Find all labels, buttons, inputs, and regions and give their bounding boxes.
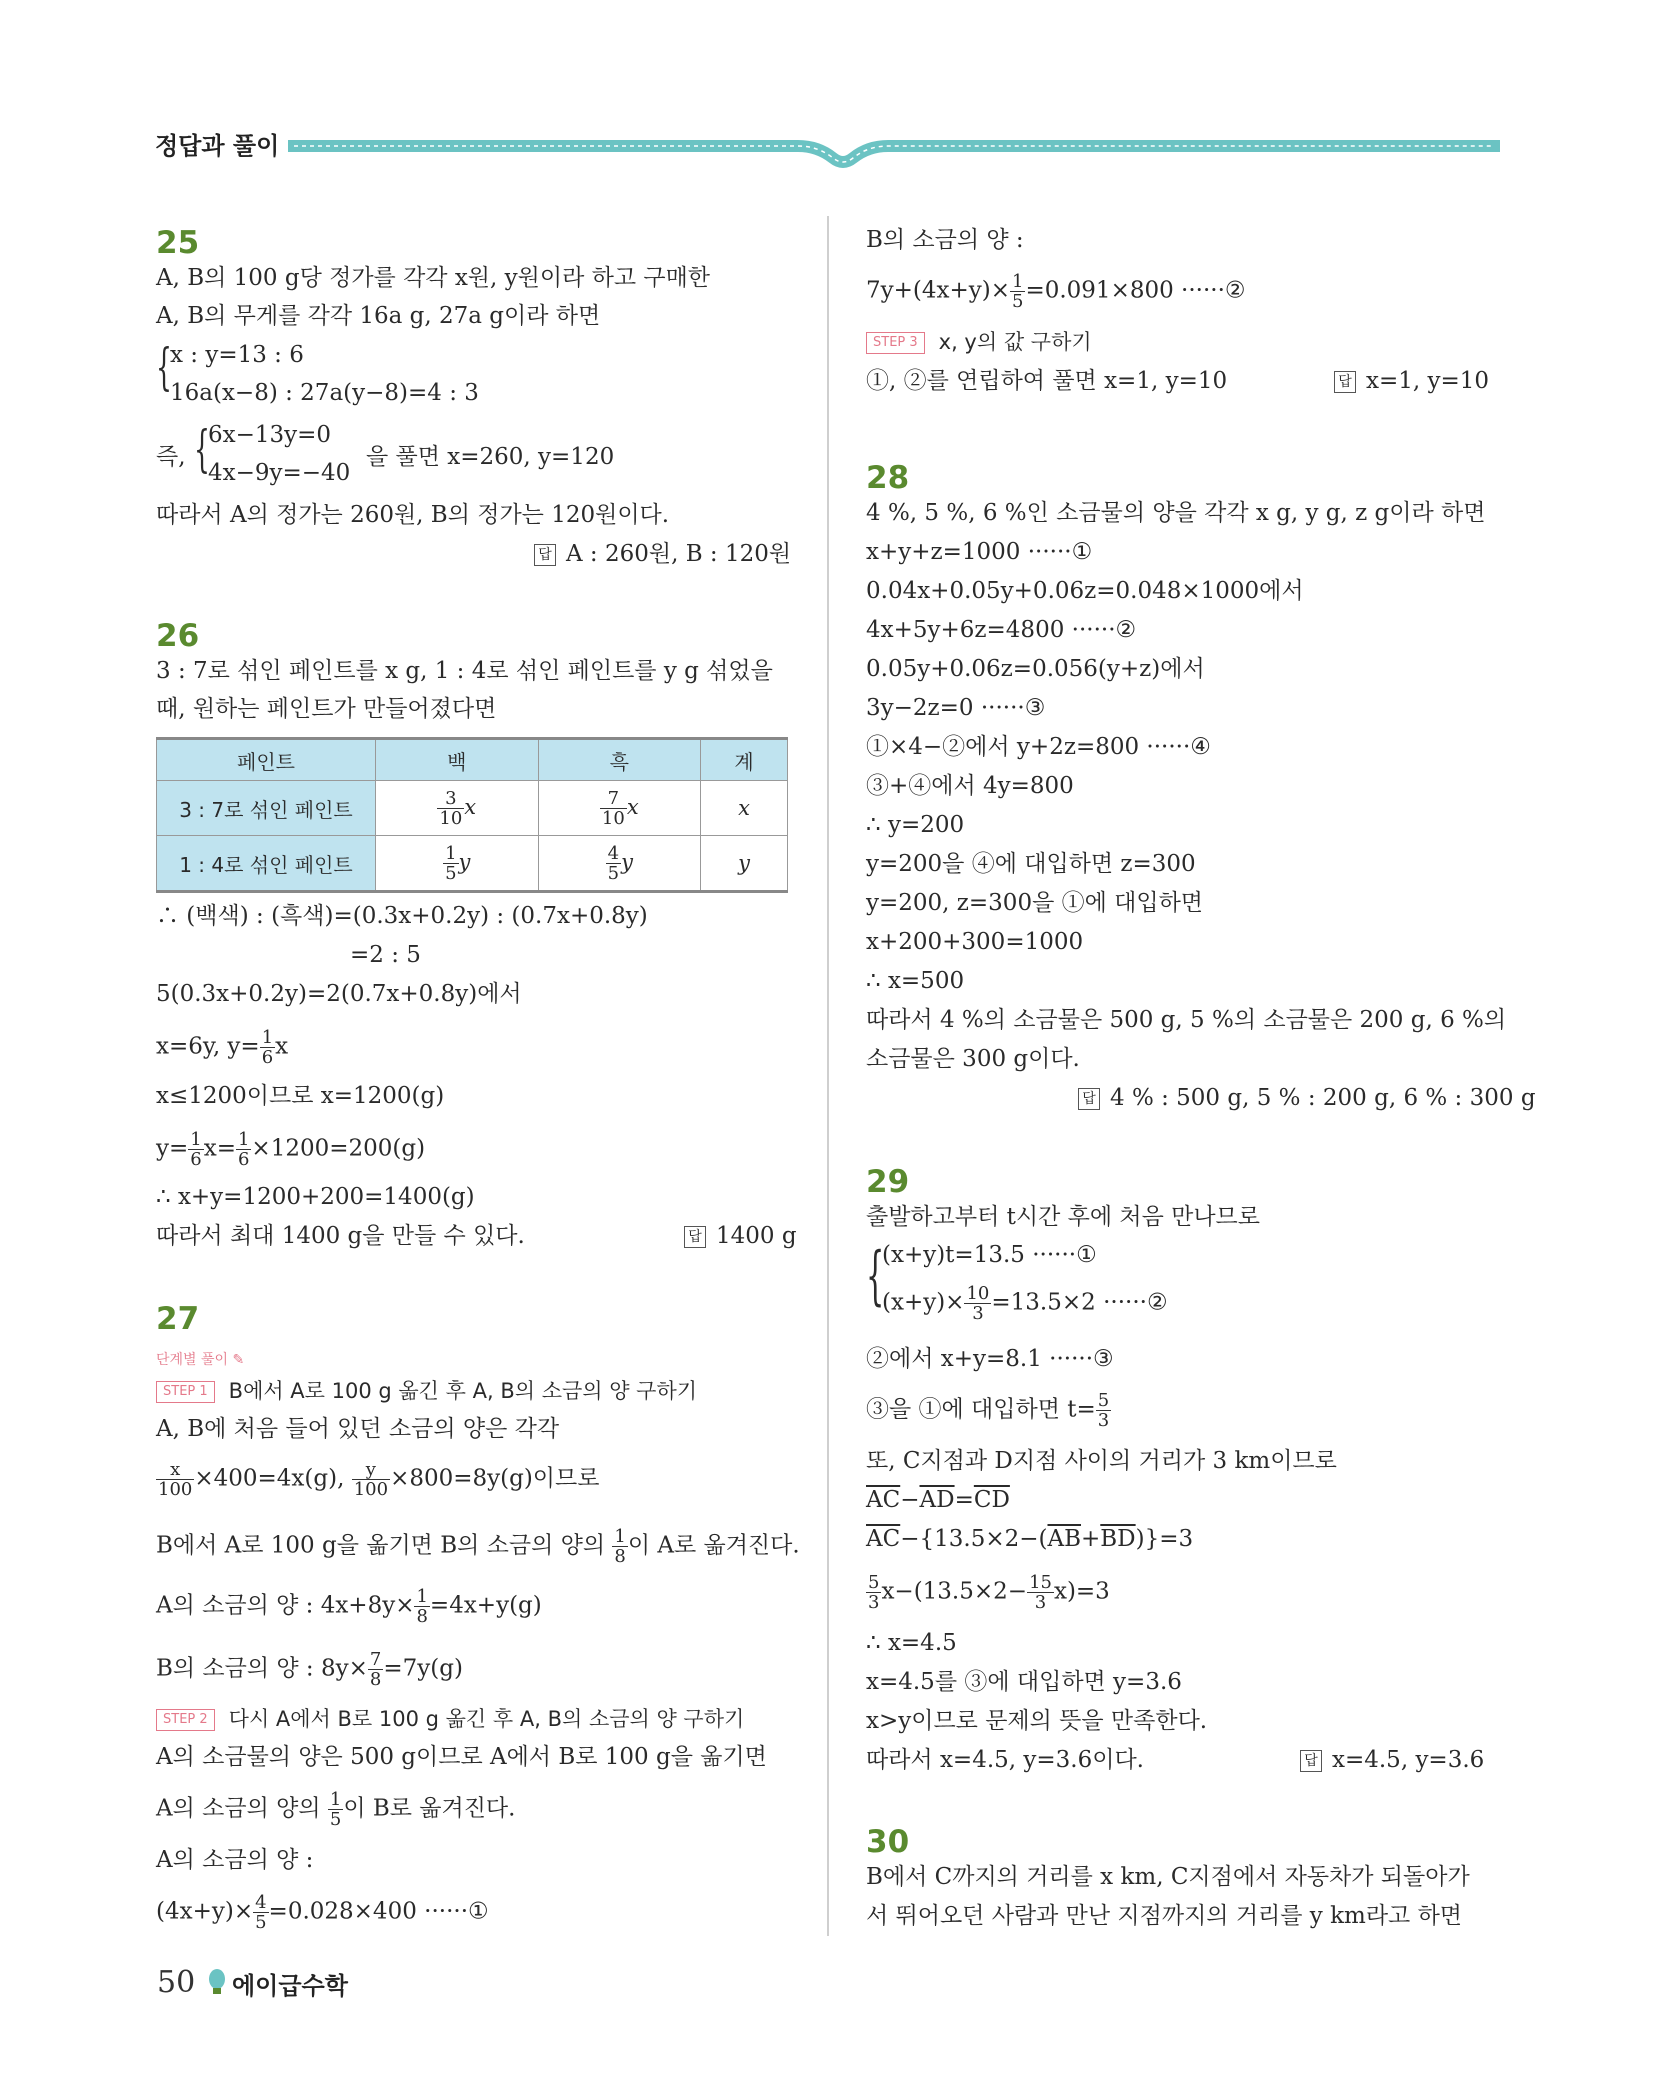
- answer: 답 4 % : 500 g, 5 % : 200 g, 6 % : 300 g: [1078, 1083, 1536, 1113]
- problem-number: 27: [156, 1301, 200, 1337]
- page-number: 50: [157, 1965, 196, 2000]
- page-header-title: 정답과 풀이: [155, 132, 280, 160]
- table-header: 페인트: [157, 739, 376, 781]
- equation: ∴ x=500: [866, 968, 965, 994]
- problem-number: 25: [156, 225, 200, 261]
- equation: ∴ x+y=1200+200=1400(g): [156, 1184, 475, 1210]
- equation: $\frac{x}{100}$ ×400=4x(g), $\frac{y}{100}$ ×800=8y(g)이므로: [158, 1459, 600, 1500]
- answer: 답 1400 g: [684, 1221, 797, 1251]
- equation: ③+④에서 4y=800: [866, 773, 1074, 799]
- equation: y=200, z=300을 ①에 대입하면: [866, 890, 1204, 916]
- equation: 3y−2z=0 ······③: [866, 695, 1046, 721]
- text-line: 소금물은 300 g이다.: [866, 1046, 1080, 1072]
- text-line: A의 소금물의 양은 500 g이므로 A에서 B로 100 g을 옮기면: [156, 1744, 767, 1770]
- text-line: 따라서 x=4.5, y=3.6이다.: [866, 1747, 1144, 1773]
- column-divider: [827, 216, 829, 1936]
- equation: x=4.5를 ③에 대입하면 y=3.6: [866, 1669, 1182, 1695]
- text-line: A의 소금의 양 :: [156, 1847, 314, 1873]
- row-header: 3 : 7로 섞인 페인트: [157, 781, 376, 836]
- equation: ∴ (백색) : (흑색)=(0.3x+0.2y) : (0.7x+0.8y): [156, 903, 648, 929]
- equation: $\frac{5}{3}$ x−(13.5×2− $\frac{15}{3}$ x)=3: [868, 1572, 1110, 1613]
- equation: $\overline{AC}-\{13.5\times 2-(\overline{AB}+\overline{BD})\}=3$: [866, 1526, 1194, 1552]
- text-line: 따라서 4 %의 소금물은 500 g, 5 %의 소금물은 200 g, 6 %의: [866, 1007, 1507, 1033]
- equation-system: 즉, { 6x−13y=0 4x−9y=−40 을 풀면 x=260, y=120: [156, 420, 615, 486]
- text-line: A, B의 100 g당 정가를 각각 x원, y원이라 하고 구매한: [156, 265, 711, 291]
- text-line: B에서 C까지의 거리를 x km, C지점에서 자동차가 되돌아가: [866, 1864, 1470, 1890]
- answer: 답 x=4.5, y=3.6: [1300, 1745, 1484, 1775]
- equation: 을 풀면 x=260, y=120: [366, 444, 615, 470]
- equation: x+200+300=1000: [866, 929, 1084, 955]
- equation: x : y=13 : 6: [170, 342, 304, 368]
- equation: 6x−13y=0: [208, 422, 332, 448]
- equation: y= $\frac{1}{6}$ x= $\frac{1}{6}$ ×1200=200(g): [156, 1129, 426, 1170]
- equation: 0.05y+0.06z=0.056(y+z)에서: [866, 656, 1205, 682]
- header-ribbon: [288, 126, 1500, 176]
- row-header: 1 : 4로 섞인 페인트: [157, 836, 376, 892]
- text-line: B의 소금의 양 :: [866, 227, 1024, 253]
- brace: {: [866, 1239, 885, 1313]
- table-cell: $\frac{3}{10}$ x: [376, 781, 539, 836]
- answer: 답 x=1, y=10: [1334, 366, 1489, 396]
- lightbulb-icon: [207, 1968, 227, 1998]
- text-line: ①, ②를 연립하여 풀면 x=1, y=10: [866, 368, 1228, 394]
- step-section-label: 단계별 풀이 ✎: [156, 1352, 245, 1368]
- equation: ∴ x=4.5: [866, 1630, 957, 1656]
- step-heading: STEP 3 x, y의 값 구하기: [866, 327, 1092, 357]
- table-header: 계: [701, 739, 788, 781]
- text-line: 따라서 최대 1400 g을 만들 수 있다.: [156, 1223, 525, 1249]
- equation: x+y+z=1000 ······①: [866, 539, 1093, 565]
- table-cell: $\frac{1}{5}$ y: [376, 836, 539, 892]
- equation: 5(0.3x+0.2y)=2(0.7x+0.8y)에서: [156, 981, 522, 1007]
- table-cell: $\frac{7}{10}$ x: [538, 781, 701, 836]
- text-line: 3 : 7로 섞인 페인트를 x g, 1 : 4로 섞인 페인트를 y g 섞었을: [156, 658, 773, 684]
- brace: {: [156, 338, 172, 396]
- text-line: A, B에 처음 들어 있던 소금의 양은 각각: [156, 1416, 560, 1442]
- table-cell: y: [701, 836, 788, 892]
- equation: (4x+y)× $\frac{4}{5}$ =0.028×400 ······①: [156, 1892, 489, 1933]
- problem-number: 29: [866, 1164, 910, 1200]
- answer: 답 A : 260원, B : 120원: [534, 539, 791, 569]
- step-heading: STEP 2 다시 A에서 B로 100 g 옮긴 후 A, B의 소금의 양 구하기: [156, 1704, 744, 1734]
- table-header: 백: [376, 739, 539, 781]
- equation: x≤1200이므로 x=1200(g): [156, 1083, 445, 1109]
- equation: 4x+5y+6z=4800 ······②: [866, 617, 1137, 643]
- text-line: B에서 A로 100 g을 옮기면 B의 소금의 양의 $\frac{1}{8}$ 이 A로 옮겨진다.: [156, 1526, 800, 1567]
- equation: =2 : 5: [350, 942, 421, 968]
- problem-number: 28: [866, 460, 910, 496]
- table-row: [157, 836, 788, 892]
- equation: ②에서 x+y=8.1 ······③: [866, 1346, 1114, 1372]
- step-badge: STEP 1: [156, 1381, 215, 1403]
- equation: 7y+(4x+y)× $\frac{1}{5}$ =0.091×800 ······②: [866, 271, 1246, 312]
- equation: ∴ y=200: [866, 812, 965, 838]
- equation-system: { (x+y)t=13.5 ······① (x+y)× $\frac{10}{3}$ =13.5×2 ······②: [866, 1239, 1168, 1324]
- text-line: A의 소금의 양의 $\frac{1}{5}$ 이 B로 옮겨진다.: [156, 1789, 516, 1830]
- table-cell: $\frac{4}{5}$ y: [538, 836, 701, 892]
- table-cell: x: [701, 781, 788, 836]
- step-badge: STEP 2: [156, 1709, 215, 1731]
- equation: ③을 ①에 대입하면 t= $\frac{5}{3}$: [866, 1390, 1110, 1431]
- paint-table: [156, 737, 788, 893]
- equation: 0.04x+0.05y+0.06z=0.048×1000에서: [866, 578, 1304, 604]
- text-line: 따라서 A의 정가는 260원, B의 정가는 120원이다.: [156, 502, 670, 528]
- equation: B의 소금의 양 : 8y× $\frac{7}{8}$ =7y(g): [156, 1649, 463, 1690]
- step-heading: STEP 1 B에서 A로 100 g 옮긴 후 A, B의 소금의 양 구하기: [156, 1376, 697, 1406]
- equation: ①×4−②에서 y+2z=800 ······④: [866, 734, 1211, 760]
- equation: x=6y, y= $\frac{1}{6}$ x: [156, 1027, 289, 1068]
- brand-logo: 에이급수학: [232, 1972, 348, 2000]
- text-line: 또, C지점과 D지점 사이의 거리가 3 km이므로: [866, 1448, 1337, 1474]
- equation: A의 소금의 양 : 4x+8y× $\frac{1}{8}$ =4x+y(g): [156, 1586, 542, 1627]
- text-line: 4 %, 5 %, 6 %인 소금물의 양을 각각 x g, y g, z g이라 하면: [866, 500, 1486, 526]
- brace: {: [194, 420, 210, 478]
- table-header: 흑: [538, 739, 701, 781]
- text-line: 서 뛰어오던 사람과 만난 지점까지의 거리를 y km라고 하면: [866, 1903, 1463, 1929]
- text-line: 때, 원하는 페인트가 만들어졌다면: [156, 696, 497, 722]
- equation: 4x−9y=−40: [208, 460, 351, 486]
- equation: y=200을 ④에 대입하면 z=300: [866, 851, 1196, 877]
- table-row: [157, 781, 788, 836]
- text-line: A, B의 무게를 각각 16a g, 27a g이라 하면: [156, 303, 601, 329]
- equation: 16a(x−8) : 27a(y−8)=4 : 3: [170, 380, 479, 406]
- text-line: 출발하고부터 t시간 후에 처음 만나므로: [866, 1204, 1260, 1230]
- step-badge: STEP 3: [866, 332, 925, 354]
- problem-number: 26: [156, 618, 200, 654]
- answer-mark: 답: [534, 544, 556, 566]
- equation: $\overline{AC}-\overline{AD}=\overline{CD}$: [866, 1487, 1010, 1513]
- problem-number: 30: [866, 1824, 910, 1860]
- text-line: x>y이므로 문제의 뜻을 만족한다.: [866, 1708, 1208, 1734]
